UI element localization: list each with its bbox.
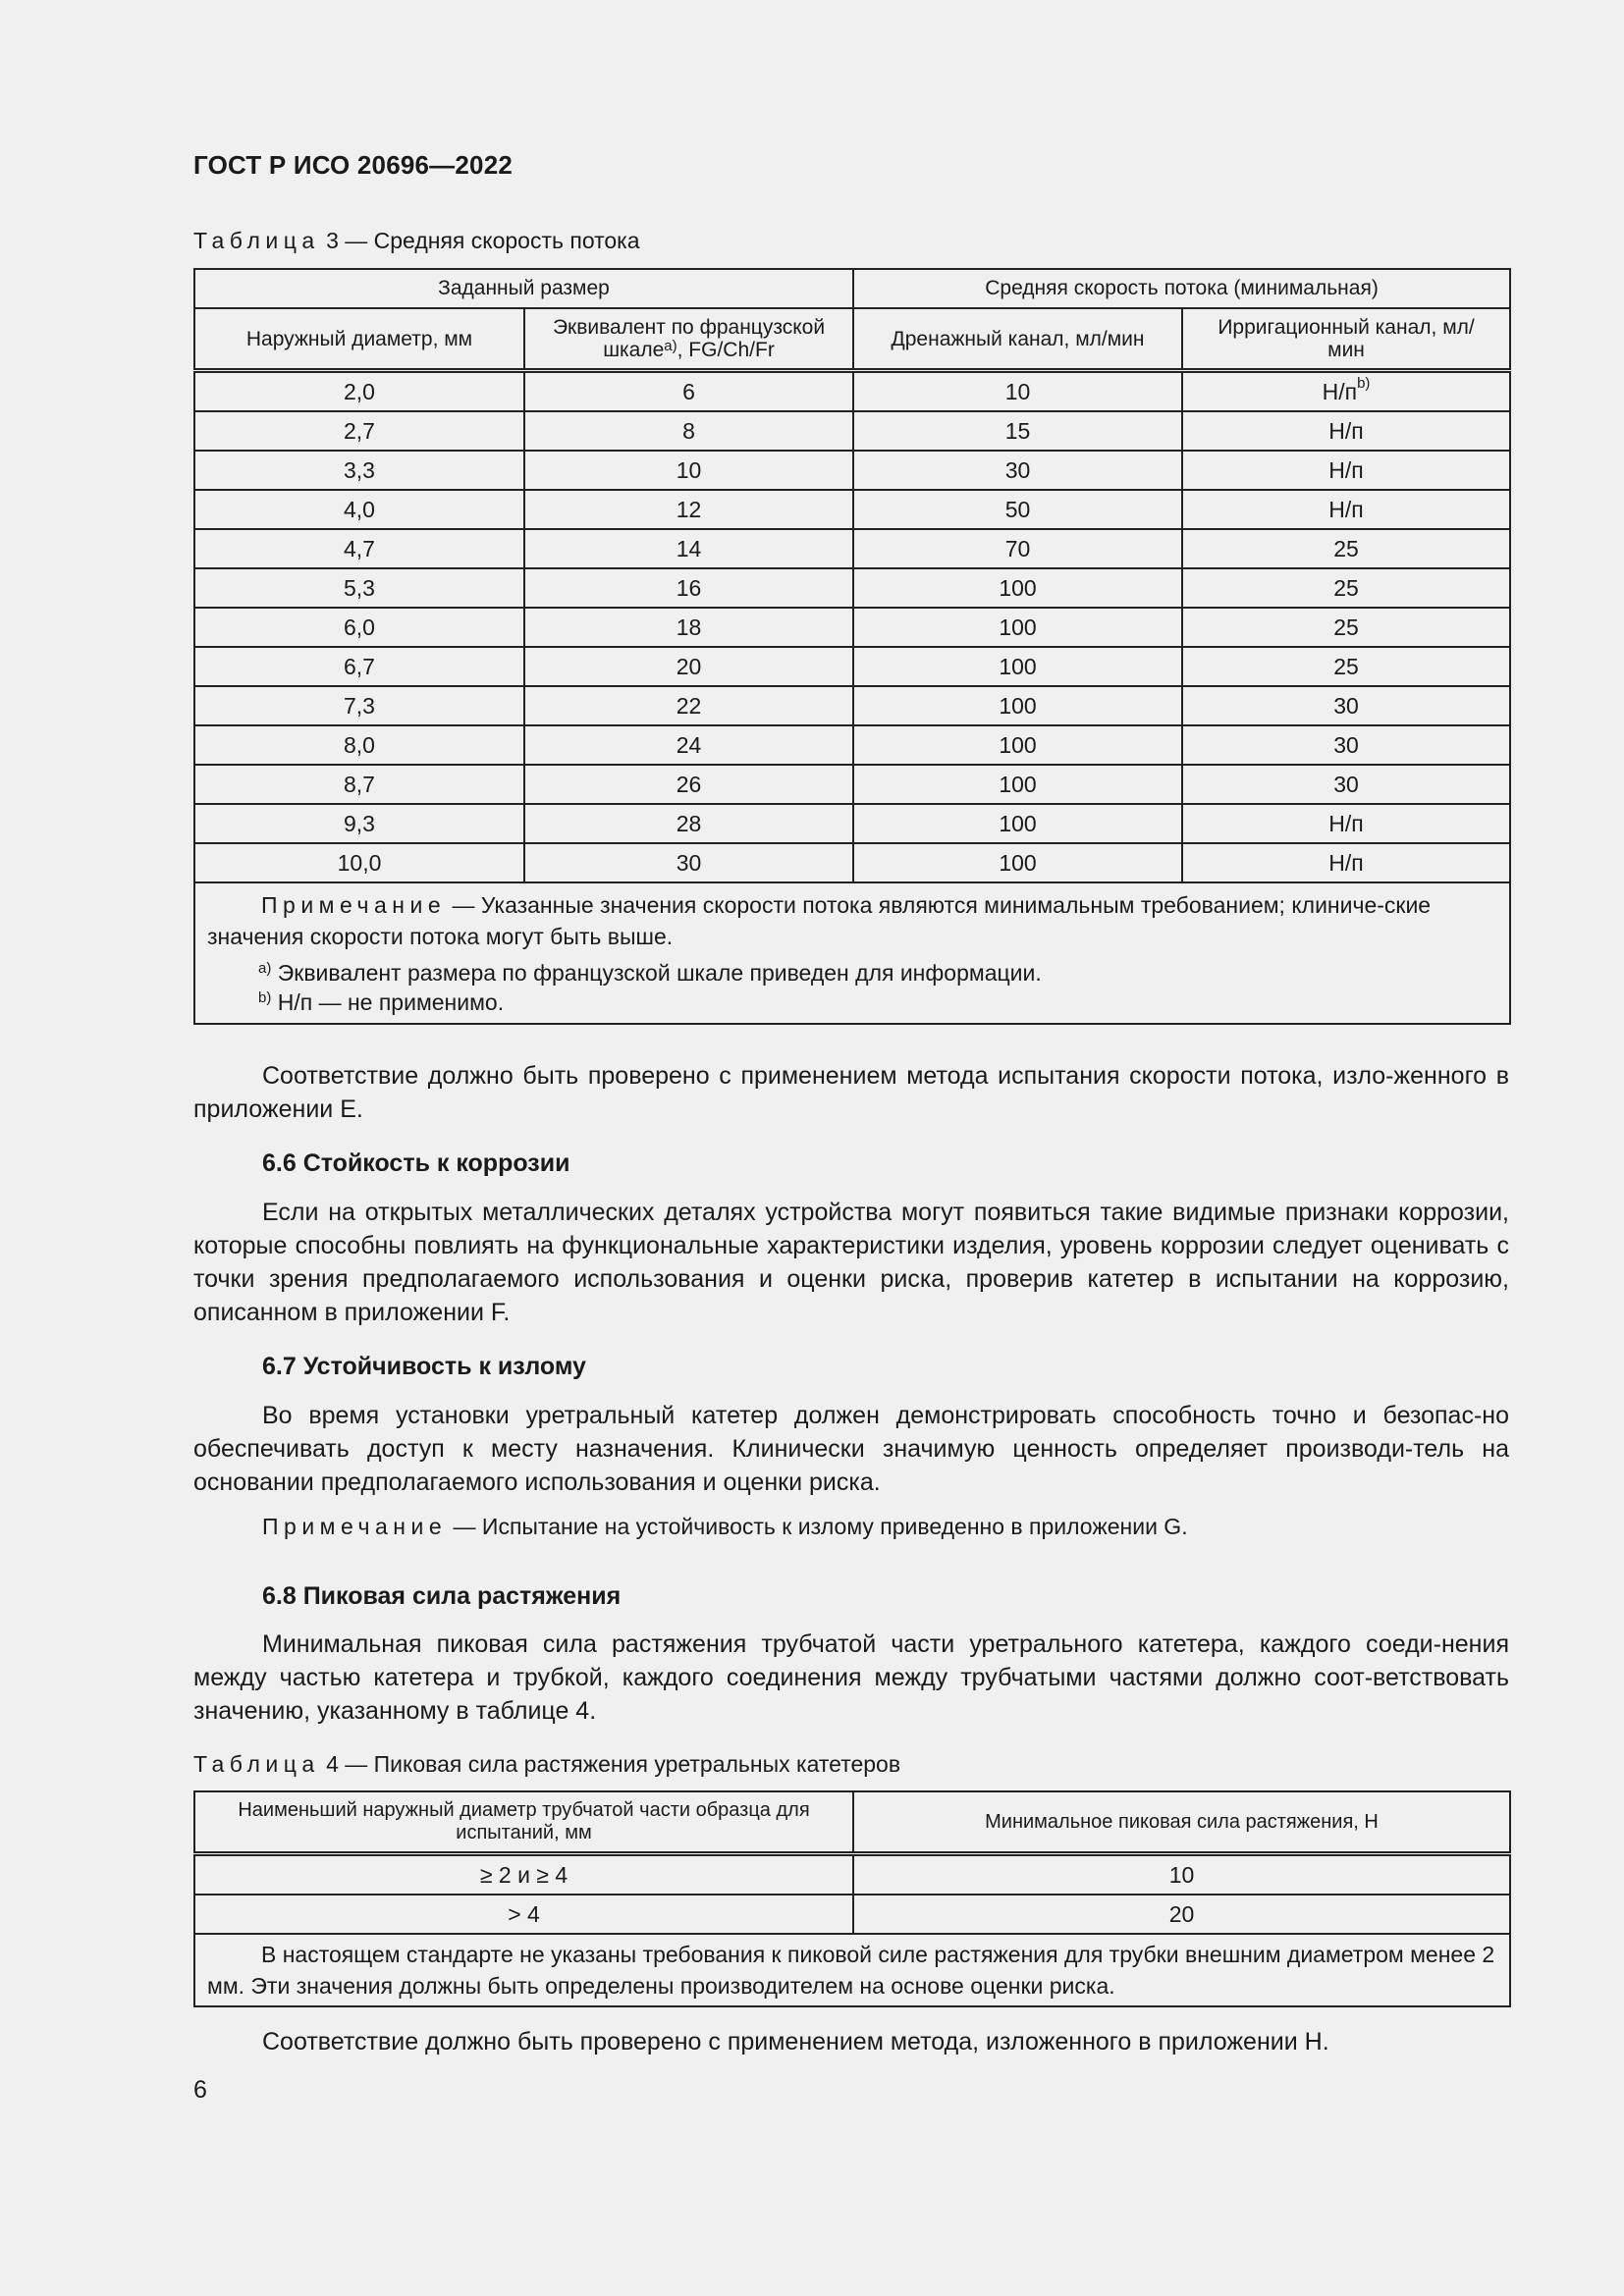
- table-cell: 14: [524, 529, 853, 568]
- group-header-size: Заданный размер: [194, 269, 853, 308]
- table4-tensile-force: [193, 1790, 1511, 2007]
- table-row: [194, 1895, 1510, 1934]
- table-cell: 28: [524, 804, 853, 843]
- section-6-7-note: Примечание — Испытание на устойчивость к излому приведенно в приложении G.: [262, 1514, 1188, 1539]
- t4-col-header-force: Минимальное пиковая сила растяжения, Н: [853, 1791, 1510, 1854]
- table-row: [194, 608, 1510, 647]
- table-cell: 100: [853, 686, 1182, 725]
- document-header: ГОСТ Р ИСО 20696—2022: [193, 150, 514, 180]
- col-header-outer-diameter: Наружный диаметр, мм: [194, 308, 524, 371]
- table-cell: 8,7: [194, 765, 524, 804]
- table-cell: 6: [524, 371, 853, 412]
- table-cell: 24: [524, 725, 853, 765]
- table-row: [194, 371, 1510, 412]
- table-cell: 100: [853, 765, 1182, 804]
- t4-col-header-diameter: Наименьший наружный диаметр трубчатой части образца для испытаний, мм: [194, 1791, 853, 1854]
- group-header-flow: Средняя скорость потока (минимальная): [853, 269, 1510, 308]
- section-6-6-title: 6.6 Стойкость к коррозии: [262, 1149, 570, 1177]
- section-6-8-text: Минимальная пиковая сила растяжения трубчатой части уретрального катетера, каждого соеди-нения между частью катетера и трубкой, каждого соединения между трубчатыми частями должно соот-ветствовать значению, указанному в таблице 4.: [193, 1630, 1509, 1725]
- table-cell: 100: [853, 843, 1182, 882]
- table-cell: 10: [524, 451, 853, 490]
- table-cell: 8: [524, 411, 853, 451]
- table-cell: 30: [1182, 725, 1510, 765]
- footnote-a: $^{a)}$ Эквивалент размера по французской шкале приведен для информации.: [258, 960, 1042, 986]
- footnote-b: $^{b)}$ Н/п — не применимо.: [258, 989, 505, 1015]
- table-cell: 20: [853, 1895, 1510, 1934]
- table-cell: 16: [524, 568, 853, 608]
- table-cell: 6,7: [194, 647, 524, 686]
- paragraph-conformity-1: Соответствие должно быть проверено с применением метода испытания скорости потока, изло-женного в приложении Е.: [193, 1062, 1509, 1123]
- table-row: [194, 686, 1510, 725]
- table-row: [194, 804, 1510, 843]
- paragraph-conformity-2: Соответствие должно быть проверено с применением метода, изложенного в приложении Н.: [262, 2028, 1329, 2056]
- table-cell: 50: [853, 490, 1182, 529]
- table-row: [194, 451, 1510, 490]
- table-cell: 25: [1182, 608, 1510, 647]
- section-6-7-text: Во время установки уретральный катетер должен демонстрировать способность точно и безопас-но обеспечивать доступ к месту назначения. Клинически значимую ценность определяет производи-тель на основании предполагаемого использования и оценки риска.: [193, 1402, 1509, 1496]
- table-cell: 10: [853, 371, 1182, 412]
- table4-caption: Таблица 4 — Пиковая сила растяжения уретральных катетеров: [193, 1751, 901, 1777]
- table-cell: 22: [524, 686, 853, 725]
- table-cell: 100: [853, 568, 1182, 608]
- table-row: [194, 490, 1510, 529]
- table-cell: 6,0: [194, 608, 524, 647]
- table-cell: 18: [524, 608, 853, 647]
- table-cell: 4,7: [194, 529, 524, 568]
- table3-body: [194, 371, 1510, 883]
- section-6-8-title: 6.8 Пиковая сила растяжения: [262, 1582, 622, 1610]
- page-number: 6: [193, 2076, 207, 2104]
- col-header-irrigation: Ирригационный канал, мл/мин: [1182, 308, 1510, 371]
- table-cell: 70: [853, 529, 1182, 568]
- table-cell: 30: [524, 843, 853, 882]
- table-cell: ≥ 2 и ≥ 4: [194, 1854, 853, 1896]
- table-cell: 26: [524, 765, 853, 804]
- table-cell: 7,3: [194, 686, 524, 725]
- table-cell: 9,3: [194, 804, 524, 843]
- table-cell: 12: [524, 490, 853, 529]
- table4-note: В настоящем стандарте не указаны требования к пиковой силе растяжения для трубки внешним диаметром менее 2 мм. Эти значения должны быть определены производителем на основе оценки риска.: [194, 1934, 1510, 2006]
- col-header-french-scale: Эквивалент по французской шкале$^{а)}$, FG/Ch/Fr: [524, 308, 853, 371]
- table-cell: 15: [853, 411, 1182, 451]
- table-row: [194, 647, 1510, 686]
- table-cell: 8,0: [194, 725, 524, 765]
- table-cell: $Н/п^{b)}$: [1182, 371, 1510, 412]
- table-cell: 10: [853, 1854, 1510, 1896]
- table-cell: Н/п: [1182, 843, 1510, 882]
- table-cell: 30: [1182, 686, 1510, 725]
- table3-flow-rate: [193, 268, 1511, 1025]
- table-row: [194, 568, 1510, 608]
- table-cell: 25: [1182, 647, 1510, 686]
- table-row: [194, 411, 1510, 451]
- table-cell: Н/п: [1182, 804, 1510, 843]
- table-cell: 3,3: [194, 451, 524, 490]
- table-cell: 30: [853, 451, 1182, 490]
- table-row: [194, 1854, 1510, 1896]
- table-cell: 2,7: [194, 411, 524, 451]
- table-cell: 25: [1182, 568, 1510, 608]
- table-cell: > 4: [194, 1895, 853, 1934]
- table-cell: Н/п: [1182, 411, 1510, 451]
- section-6-6-text: Если на открытых металлических деталях устройства могут появиться такие видимые признаки коррозии, которые способны повлиять на функциональные характеристики изделия, уровень коррозии следует оценивать с точки зрения предполагаемого использования и оценки риска, проверив катетер в испытании на коррозию, описанном в приложении F.: [193, 1199, 1509, 1326]
- table-row: [194, 529, 1510, 568]
- table3-caption: Таблица 3 — Средняя скорость потока: [193, 228, 640, 253]
- col-header-drain: Дренажный канал, мл/мин: [853, 308, 1182, 371]
- table-row: [194, 725, 1510, 765]
- table-row: [194, 843, 1510, 882]
- table-cell: 100: [853, 608, 1182, 647]
- table-cell: 25: [1182, 529, 1510, 568]
- table-cell: Н/п: [1182, 451, 1510, 490]
- table-cell: 100: [853, 804, 1182, 843]
- table-cell: 2,0: [194, 371, 524, 412]
- table-cell: 5,3: [194, 568, 524, 608]
- table4-body: [194, 1854, 1510, 1935]
- table-row: [194, 765, 1510, 804]
- table-cell: 4,0: [194, 490, 524, 529]
- table-cell: 10,0: [194, 843, 524, 882]
- table3-note: Примечание — Указанные значения скорости потока являются минимальным требованием; клиниче-ские значения скорости потока могут быть выше. $^{a)}$ Эквивалент размера по французской шкале приведен для информации. $^{b)}$ Н/п — не применимо.: [194, 882, 1510, 1024]
- table-cell: 100: [853, 647, 1182, 686]
- table-cell: 30: [1182, 765, 1510, 804]
- table-cell: 100: [853, 725, 1182, 765]
- table-cell: 20: [524, 647, 853, 686]
- section-6-7-title: 6.7 Устойчивость к излому: [262, 1353, 586, 1380]
- table-cell: Н/п: [1182, 490, 1510, 529]
